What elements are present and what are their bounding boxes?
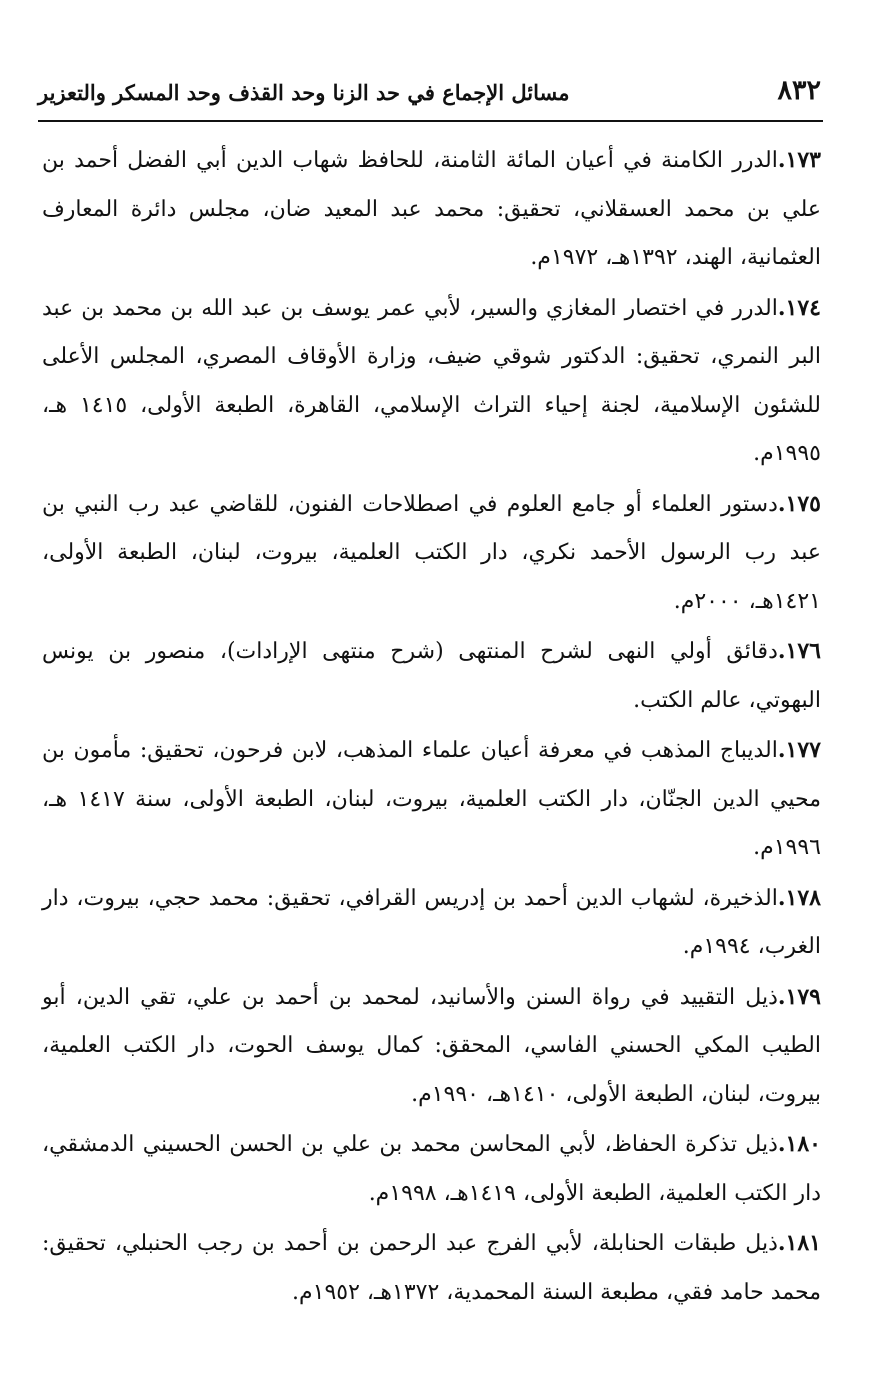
bibliography-entry-174 [42,284,821,479]
running-title: مسائل الإجماع في حد الزنا وحد القذف وحد المسكر والتعزير [38,80,570,105]
entry-number: ١٧٨. [777,884,821,911]
bibliography-entry-179 [42,973,821,1120]
entry-number: ١٧٣. [777,147,821,173]
entry-number: ١٧٥. [777,490,821,517]
entry-text: ذيل التقييد في رواة السنن والأسانيد، لمحمد بن أحمد بن علي، تقي الدين، أبو الطيب المكي الحسني الفاسي، المحقق: كمال يوسف الحوت، دار الكتب العلمية، بيروت، لبنان، الطبعة الأولى، ١٤١٠هـ، ١٩٩٠م. [42,984,821,1107]
entry-text: الديباج المذهب في معرفة أعيان علماء المذهب، لابن فرحون، تحقيق: مأمون بن محيي الدين الجنّان، دار الكتب العلمية، بيروت، لبنان، الطبعة الأولى، سنة ١٤١٧ هـ، ١٩٩٦م. [42,738,821,860]
entry-number: ١٧٤. [777,294,821,321]
entry-text: الدرر الكامنة في أعيان المائة الثامنة، للحافظ شهاب الدين أبي الفضل أحمد بن علي بن محمد العسقلاني، تحقيق: محمد عبد المعيد ضان، مجلس دائرة المعارف العثمانية، الهند، ١٣٩٢هـ، ١٩٧٢م. [42,148,821,270]
bibliography-entry-180 [42,1120,821,1218]
entry-number: ١٧٩. [777,983,821,1010]
header-rule [38,120,823,122]
bibliography-entry-173 [42,136,821,283]
entry-text: دقائق أولي النهى لشرح المنتهى (شرح منتهى الإرادات)، منصور بن يونس البهوتي، عالم الكتب. [42,639,821,713]
bibliography-entry-181 [42,1219,821,1317]
bibliography-entry-178 [42,874,821,972]
bibliography-entry-176 [42,627,821,725]
entry-number: ١٨١. [777,1230,821,1256]
entry-number: ١٧٧. [777,737,821,763]
entry-number: ١٧٦. [777,638,821,664]
page-number: ٨٣٢ [777,75,821,106]
entry-text: دستور العلماء أو جامع العلوم في اصطلاحات الفنون، للقاضي عبد رب النبي بن عبد رب الرسول الأحمد نكري، دار الكتب العلمية، بيروت، لبنان، الطبعة الأولى، ١٤٢١هـ، ٢٠٠٠م. [42,491,821,614]
entry-text: الذخيرة، لشهاب الدين أحمد بن إدريس القرافي، تحقيق: محمد حجي، بيروت، دار الغرب، ١٩٩٤م. [42,885,821,959]
bibliography-entry-175 [42,480,821,627]
entry-number: ١٨٠. [777,1131,821,1157]
page-header [38,74,821,114]
bibliography-list [42,136,821,1318]
bibliography-entry-177 [42,726,821,873]
entry-text: ذيل تذكرة الحفاظ، لأبي المحاسن محمد بن علي بن الحسن الحسيني الدمشقي، دار الكتب العلمية، الطبعة الأولى، ١٤١٩هـ، ١٩٩٨م. [42,1132,821,1206]
entry-text: ذيل طبقات الحنابلة، لأبي الفرج عبد الرحمن بن أحمد بن رجب الحنبلي، تحقيق: محمد حامد فقي، مطبعة السنة المحمدية، ١٣٧٢هـ، ١٩٥٢م. [42,1231,821,1305]
entry-text: الدرر في اختصار المغازي والسير، لأبي عمر يوسف بن عبد الله بن محمد بن عبد البر النمري، تحقيق: الدكتور شوقي ضيف، وزارة الأوقاف المصري، المجلس الأعلى للشئون الإسلامية، لجنة إحياء التراث الإسلامي، القاهرة، الطبعة الأولى، ١٤١٥ هـ، ١٩٩٥م. [42,295,821,466]
